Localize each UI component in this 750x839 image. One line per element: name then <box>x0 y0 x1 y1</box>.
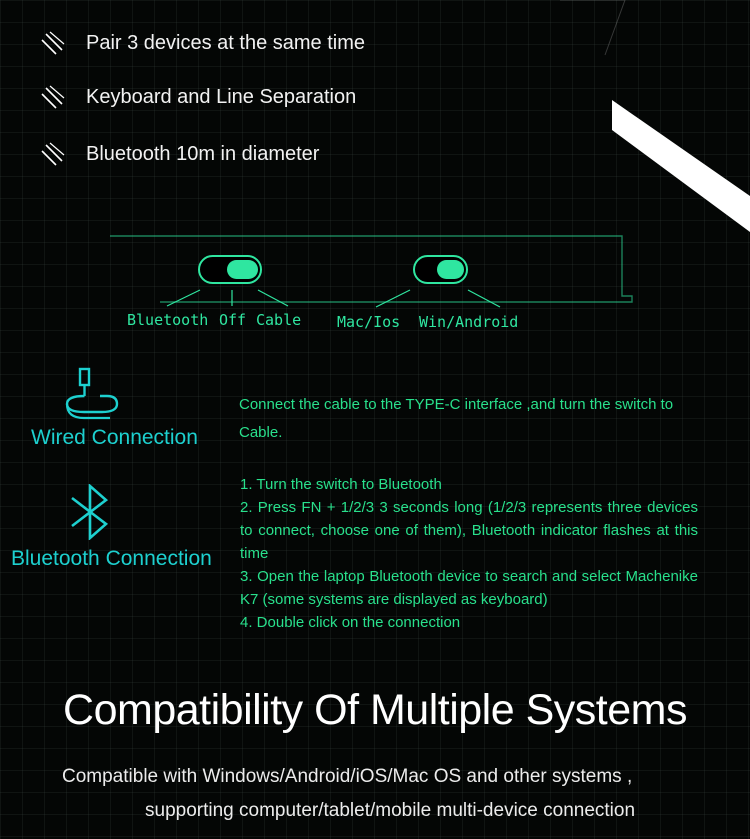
wired-connection-description: Connect the cable to the TYPE-C interface ,and turn the switch to Cable. <box>239 396 674 441</box>
bluetooth-connection-title: Bluetooth Connection <box>11 547 212 570</box>
bluetooth-step: 2. Press FN + 1/2/3 3 seconds long (1/2/3 represents three devices to connect, choose one of them), Bluetooth indicator flashes at this time <box>240 499 698 562</box>
bluetooth-steps <box>240 473 698 634</box>
bluetooth-step: 1. Turn the switch to Bluetooth <box>240 476 442 493</box>
switch-label-win-android: Win/Android <box>419 313 519 331</box>
compatibility-line-2: supporting computer/tablet/mobile multi-device connection <box>145 800 636 821</box>
system-switch <box>414 256 467 283</box>
switch-label-cable: Cable <box>256 311 302 329</box>
mode-switch <box>199 256 261 283</box>
feature-text: Bluetooth 10m in diameter <box>86 142 320 165</box>
switch-label-mac-ios: Mac/Ios <box>337 313 401 331</box>
compatibility-title: Compatibility Of Multiple Systems <box>63 686 687 734</box>
switch-label-bluetooth: Bluetooth <box>127 311 209 329</box>
compatibility-line-1: Compatible with Windows/Android/iOS/Mac OS and other systems , <box>62 766 633 787</box>
bluetooth-step: 4. Double click on the connection <box>240 614 461 631</box>
bluetooth-icon <box>66 484 116 540</box>
usb-cable-icon <box>62 366 122 422</box>
feature-text: Keyboard and Line Separation <box>86 85 357 108</box>
switch-label-off: Off <box>219 311 247 329</box>
bluetooth-step: 3. Open the laptop Bluetooth device to search and select Machenike K7 (some systems are displayed as keyboard) <box>240 568 698 608</box>
wired-connection-title: Wired Connection <box>31 426 198 449</box>
feature-text: Pair 3 devices at the same time <box>86 31 366 54</box>
